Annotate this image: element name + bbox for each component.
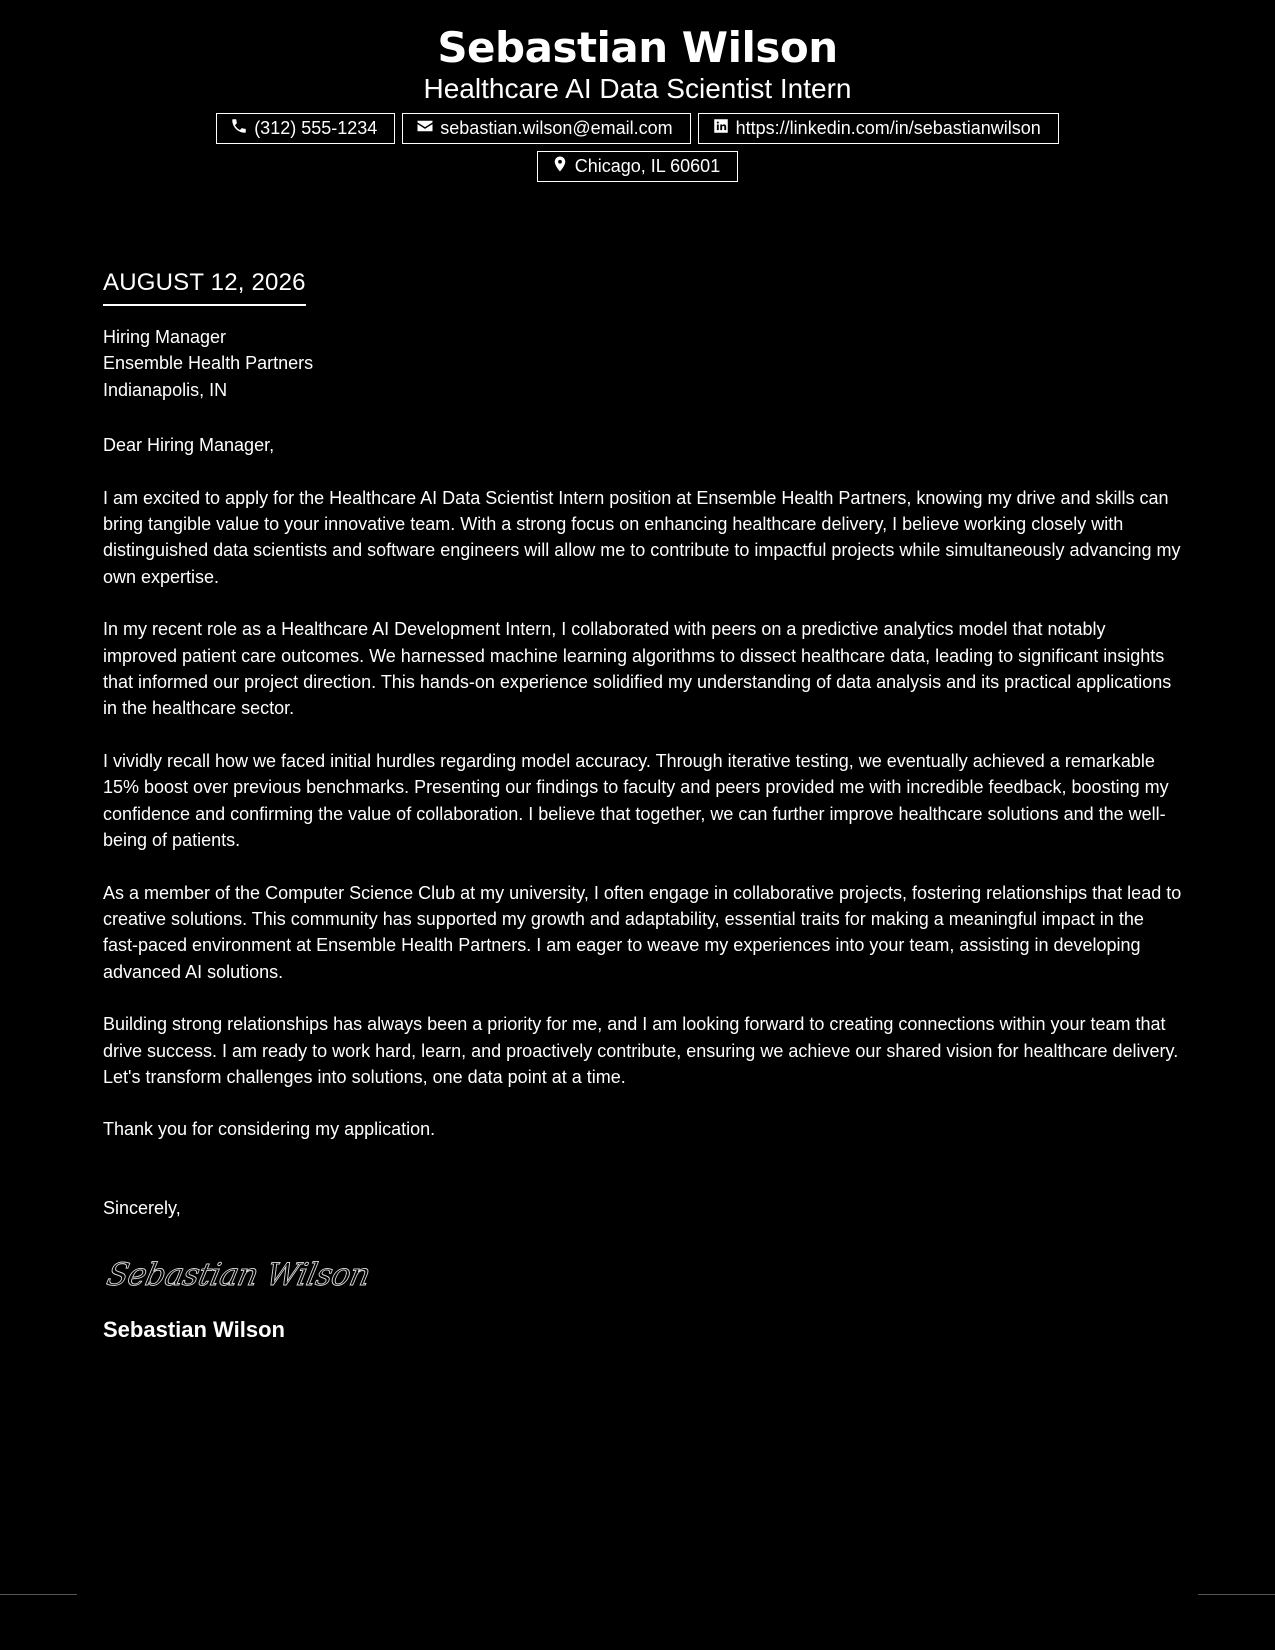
paragraph: In my recent role as a Healthcare AI Development Intern, I collaborated with peers on a predictive analytics model that notably improved patient care outcomes. We harnessed machine learning algorithms to dissect healthcare data, leading to significant insights that informed our project direction. This hands-on experience solidified my understanding of data analysis and its practical applications in the healthcare sector. — [103, 619, 1172, 719]
location-text: Chicago, IL 60601 — [574, 156, 721, 176]
location-row — [0, 151, 1275, 182]
location-chip — [537, 151, 738, 182]
paragraph: Building strong relationships has always been a priority for me, and I am looking forward to creating connections within your team that drive success. I am ready to work hard, learn, and proactively contribute, ensuring we achieve our shared vision for healthcare delivery. Let's transform challenges into solutions, one data point at a time. — [103, 1014, 1179, 1087]
linkedin-text: https://linkedin.com/in/sebastianwilson — [735, 118, 1041, 138]
phone-text: (312) 555-1234 — [254, 118, 378, 138]
job-title: Healthcare AI Data Scientist Intern — [423, 73, 852, 104]
recipient-location: Indianapolis, IN — [103, 379, 228, 400]
recipient-title: Hiring Manager — [103, 327, 227, 347]
svg-text:Sebastian Wilson: Sebastian Wilson — [103, 1257, 373, 1294]
closing: Sincerely, — [103, 1197, 181, 1218]
thanks-line: Thank you for considering my application. — [103, 1119, 436, 1140]
footer-divider — [1198, 1594, 1275, 1595]
contact-row — [0, 113, 1275, 144]
envelope-icon — [416, 117, 434, 140]
signed-name: Sebastian Wilson — [103, 1317, 285, 1343]
applicant-name: Sebastian Wilson — [437, 23, 838, 72]
salutation: Dear Hiring Manager, — [103, 435, 275, 456]
handwritten-signature — [103, 1249, 1183, 1297]
email-text: sebastian.wilson@email.com — [440, 118, 673, 138]
letter-date: AUGUST 12, 2026 — [103, 266, 306, 306]
phone-icon — [230, 117, 248, 140]
paragraph: I vividly recall how we faced initial hurdles regarding model accuracy. Through iterative testing, we eventually achieved a remarkable 15% boost over previous benchmarks. Presenting our findings to faculty and peers provided me with incredible feedback, boosting my confidence and confirming the value of collaboration. I believe that together, we can further improve healthcare solutions and the well-being of patients. — [103, 750, 1169, 851]
letter-body — [103, 266, 1183, 1345]
paragraph: I am excited to apply for the Healthcare AI Data Scientist Intern position at Ensemble Health Partners, knowing my drive and skills can bring tangible value to your innovative team. With a strong focus on enhancing healthcare delivery, I believe working closely with distinguished data scientists and software engineers will allow me to contribute to impactful projects while simultaneously advancing my own expertise. — [103, 487, 1181, 587]
linkedin-icon — [712, 117, 730, 140]
footer-divider — [0, 1594, 77, 1595]
recipient-block — [103, 324, 1183, 403]
email-chip[interactable] — [402, 113, 690, 144]
phone-chip[interactable] — [216, 113, 395, 144]
linkedin-chip[interactable] — [698, 113, 1059, 144]
map-marker-icon — [551, 155, 569, 178]
paragraph: As a member of the Computer Science Club at my university, I often engage in collaborative projects, fostering relationships that lead to creative solutions. This community has supported my growth and adaptability, essential traits for making a meaningful impact in the fast-paced environment at Ensemble Health Partners. I am eager to weave my experiences into your team, assisting in developing advanced AI solutions. — [103, 882, 1182, 982]
recipient-company: Ensemble Health Partners — [103, 353, 314, 374]
